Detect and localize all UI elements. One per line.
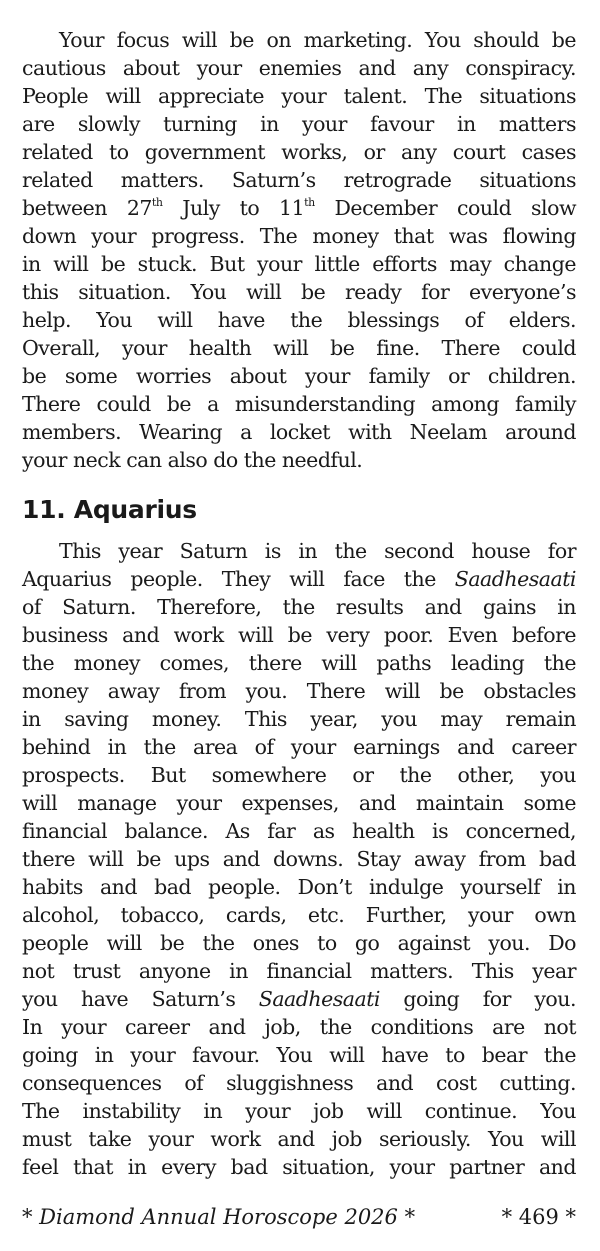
text-segment: members. Wearing a locket with Neelam around (22, 420, 576, 444)
text-line (22, 194, 576, 222)
text-segment: alcohol, tobacco, cards, etc. Further, your own (22, 903, 576, 927)
text-line (22, 1153, 576, 1181)
text-segment: cautious about your enemies and any conspiracy. (22, 56, 576, 80)
text-segment: Overall, your health will be fine. There could (22, 336, 576, 360)
text-line (22, 1125, 576, 1153)
text-line (22, 845, 576, 873)
text-line (22, 418, 576, 446)
text-line (22, 873, 576, 901)
text-segment: There could be a misunderstanding among family (22, 392, 576, 416)
text-line (22, 649, 576, 677)
text-line (22, 250, 576, 278)
text-segment: there will be ups and downs. Stay away from bad (22, 847, 576, 871)
text-line (22, 138, 576, 166)
text-segment: Aquarius people. They will face the (22, 567, 455, 591)
text-segment: habits and bad people. Don’t indulge yourself in (22, 875, 576, 899)
text-segment: This year Saturn is in the second house for (59, 539, 576, 563)
text-line (22, 110, 576, 138)
text-line (22, 705, 576, 733)
text-segment: July to 11 (162, 196, 305, 220)
text-segment: you have Saturn’s (22, 987, 259, 1011)
text-segment: Your focus will be on marketing. You should be (59, 28, 576, 52)
text-line (22, 957, 576, 985)
text-line (22, 621, 576, 649)
page-footer (22, 1203, 576, 1231)
text-segment: business and work will be very poor. Even before (22, 623, 576, 647)
superscript: th (304, 196, 315, 209)
text-line (22, 54, 576, 82)
text-segment: must take your work and job seriously. You will (22, 1127, 576, 1151)
text-line (22, 1041, 576, 1069)
text-line (22, 446, 576, 474)
section-heading-aquarius: 11. Aquarius (22, 495, 197, 524)
paragraph-aquarius (22, 537, 576, 1181)
text-segment: going for you. (380, 987, 576, 1011)
text-segment: will manage your expenses, and maintain some (22, 791, 576, 815)
text-line (22, 985, 576, 1013)
text-line (22, 761, 576, 789)
text-line (22, 26, 576, 54)
text-line (22, 306, 576, 334)
text-line (22, 166, 576, 194)
text-segment: down your progress. The money that was flowing (22, 224, 576, 248)
text-line (22, 1013, 576, 1041)
text-segment: are slowly turning in your favour in matters (22, 112, 576, 136)
text-segment: behind in the area of your earnings and career (22, 735, 576, 759)
text-line (22, 901, 576, 929)
text-segment: of Saturn. Therefore, the results and gains in (22, 595, 576, 619)
text-line (22, 789, 576, 817)
text-line (22, 929, 576, 957)
text-segment: money away from you. There will be obstacles (22, 679, 576, 703)
text-segment: related matters. Saturn’s retrograde situations (22, 168, 576, 192)
text-line (22, 278, 576, 306)
text-line (22, 362, 576, 390)
text-line (22, 82, 576, 110)
text-line (22, 1097, 576, 1125)
text-line (22, 593, 576, 621)
text-segment: consequences of sluggishness and cost cutting. (22, 1071, 576, 1095)
text-line (22, 1069, 576, 1097)
text-line (22, 334, 576, 362)
book-title: * Diamond Annual Horoscope 2026 * (22, 1205, 416, 1229)
text-line (22, 390, 576, 418)
text-segment: prospects. But somewhere or the other, you (22, 763, 576, 787)
text-segment: going in your favour. You will have to bear the (22, 1043, 576, 1067)
text-line (22, 222, 576, 250)
text-segment: feel that in every bad situation, your partner and (22, 1155, 576, 1179)
text-line (22, 537, 576, 565)
italic-term: Saadhesaati (258, 987, 380, 1011)
text-line (22, 677, 576, 705)
text-segment: people will be the ones to go against you. Do (22, 931, 576, 955)
text-segment: your neck can also do the needful. (22, 448, 363, 472)
text-segment: The instability in your job will continue. You (22, 1099, 576, 1123)
text-line (22, 565, 576, 593)
text-segment: in saving money. This year, you may remain (22, 707, 576, 731)
paragraph-marketing (22, 26, 576, 474)
superscript: th (151, 196, 163, 209)
text-segment: in will be stuck. But your little efforts may change (22, 252, 576, 276)
text-segment: help. You will have the blessings of elders. (22, 308, 576, 332)
text-segment: the money comes, there will paths leading the (22, 651, 576, 675)
page-number: * 469 * (501, 1205, 576, 1229)
text-segment: this situation. You will be ready for everyone’s (22, 280, 576, 304)
text-segment: not trust anyone in financial matters. This year (22, 959, 576, 983)
text-line (22, 733, 576, 761)
text-segment: between 27 (22, 196, 152, 220)
text-line (22, 817, 576, 845)
text-segment: related to government works, or any court cases (22, 140, 576, 164)
text-segment: be some worries about your family or children. (22, 364, 576, 388)
text-segment: In your career and job, the conditions are not (22, 1015, 576, 1039)
text-segment: financial balance. As far as health is concerned, (22, 819, 576, 843)
italic-term: Saadhesaati (454, 567, 576, 591)
text-segment: People will appreciate your talent. The situations (22, 84, 576, 108)
text-segment: December could slow (314, 196, 576, 220)
